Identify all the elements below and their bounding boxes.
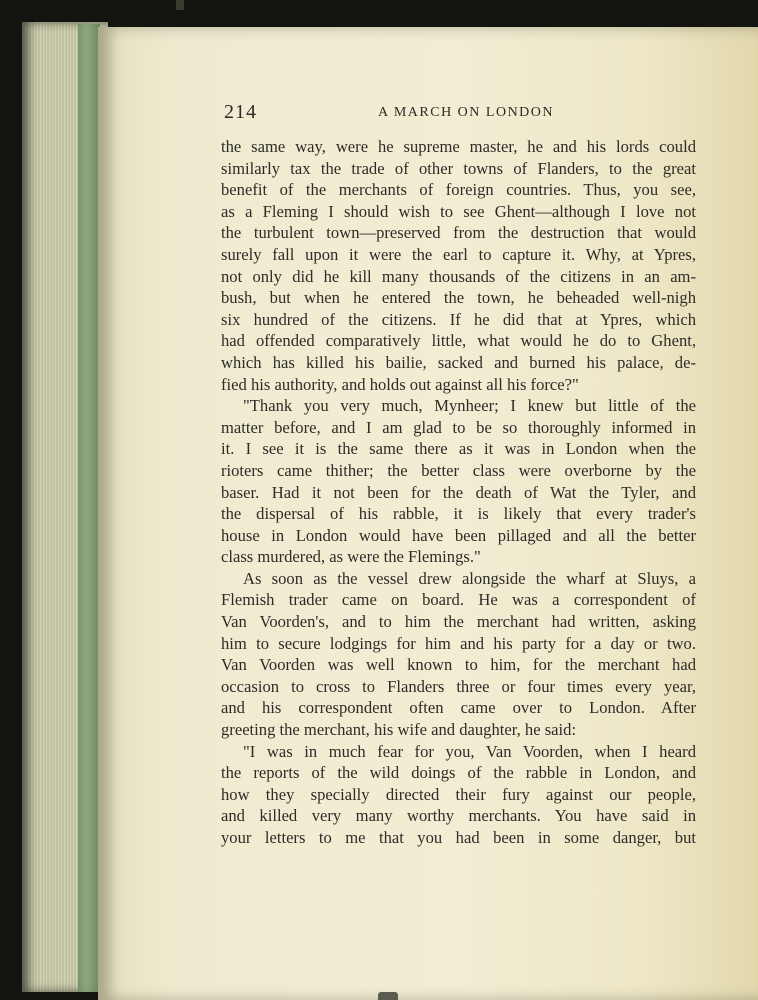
- text-line: house in London would have been pillaged and all the better: [221, 525, 696, 545]
- text-line: how they specially directed their fury against our people,: [221, 784, 696, 804]
- text-line: him to secure lodgings for him and his party for a day or two.: [221, 633, 696, 653]
- text-line: greeting the merchant, his wife and daughter, he said:: [221, 720, 577, 740]
- text-line: "Thank you very much, Mynheer; I knew but little of the: [243, 396, 696, 416]
- text-line: rioters came thither; the better class were overborne by the: [221, 460, 696, 480]
- text-line: it. I see it is the same there as it was in London when the: [221, 439, 696, 459]
- text-line: benefit of the merchants of foreign countries. Thus, you see,: [221, 180, 696, 200]
- text-line: not only did he kill many thousands of the citizens in an am-: [221, 266, 696, 286]
- body-text: [221, 136, 696, 849]
- text-line: your letters to me that you had been in some danger, but: [221, 828, 696, 847]
- text-line: matter before, and I am glad to be so thoroughly informed in: [221, 417, 696, 437]
- text-line: the same way, were he supreme master, he and his lords could: [221, 137, 696, 156]
- text-line: six hundred of the citizens. If he did that at Ypres, which: [221, 309, 696, 329]
- text-line: the reports of the wild doings of the rabble in London, and: [221, 763, 696, 783]
- text-line: baser. Had it not been for the death of Wat the Tyler, and: [221, 482, 696, 502]
- text-line: surely fall upon it were the earl to capture it. Why, at Ypres,: [221, 244, 696, 264]
- text-line: class murdered, as were the Flemings.": [221, 547, 481, 567]
- text-line: which has killed his bailie, sacked and burned his palace, de-: [221, 352, 696, 372]
- text-line: Flemish trader came on board. He was a correspondent of: [221, 590, 696, 610]
- text-line: and his correspondent often came over to London. After: [221, 698, 696, 718]
- text-line: As soon as the vessel drew alongside the wharf at Sluys, a: [243, 568, 696, 588]
- text-line: occasion to cross to Flanders three or four times every year,: [221, 676, 696, 696]
- text-line: similarly tax the trade of other towns of Flanders, to the great: [221, 158, 696, 178]
- bottom-clip-mark: [378, 992, 398, 1000]
- text-line: had offended comparatively little, what would he do to Ghent,: [221, 331, 696, 351]
- running-head: [98, 99, 758, 127]
- text-line: as a Fleming I should wish to see Ghent—although I love not: [221, 201, 696, 221]
- text-line: the dispersal of his rabble, it is likely that every trader's: [221, 504, 696, 524]
- text-line: Van Voorden's, and to him the merchant had written, asking: [221, 612, 696, 632]
- running-title: A MARCH ON LONDON: [378, 105, 555, 120]
- page-number: 214: [224, 101, 257, 123]
- top-binding-mark: [176, 0, 184, 10]
- book-page: [98, 27, 758, 1000]
- text-line: Van Voorden was well known to him, for the merchant had: [221, 655, 696, 675]
- text-line: "I was in much fear for you, Van Voorden, when I heard: [243, 741, 696, 761]
- text-line: bush, but when he entered the town, he beheaded well-nigh: [221, 288, 696, 308]
- page-edge-tint: [78, 24, 100, 992]
- text-line: fied his authority, and holds out against all his force?": [221, 374, 579, 394]
- text-line: the turbulent town—preserved from the destruction that would: [221, 223, 696, 243]
- text-line: and killed very many worthy merchants. You have said in: [221, 806, 696, 826]
